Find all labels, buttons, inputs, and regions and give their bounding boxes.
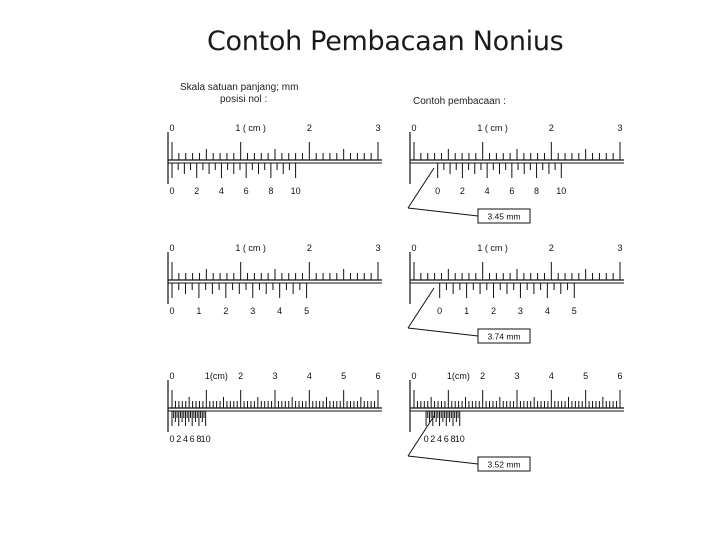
main-scale-label: 2 [548, 123, 554, 133]
vernier-label: 1 [196, 306, 202, 316]
main-scale-label: 1(cm) [446, 371, 470, 381]
main-scale-label: 0 [169, 371, 175, 381]
main-scale-label: 6 [617, 371, 623, 381]
vernier-label: 10 [556, 186, 567, 196]
main-scale-label: 3 [272, 371, 278, 381]
vernier-label: 8 [450, 434, 456, 444]
reading-leader [408, 208, 478, 216]
main-scale-label: 1(cm) [204, 371, 228, 381]
main-scale-label: 0 [169, 243, 175, 253]
vernier-label: 2 [176, 434, 182, 444]
vernier-label: 4 [484, 186, 490, 196]
reading-pointer [408, 168, 434, 208]
reading-pointer [408, 288, 434, 328]
vernier-label: 8 [268, 186, 274, 196]
unit-label: Skala satuan panjang; mm [180, 82, 299, 93]
vernier-label: 8 [534, 186, 540, 196]
vernier-label: 10 [290, 186, 301, 196]
main-scale-label: 3 [514, 371, 520, 381]
vernier-label: 4 [218, 186, 224, 196]
vernier-label: 4 [182, 434, 188, 444]
vernier-label: 0 [169, 306, 175, 316]
right-column-header: Contoh pembacaan : [413, 96, 506, 107]
vernier-label: 2 [491, 306, 497, 316]
vernier-label: 3 [517, 306, 523, 316]
vernier-label: 2 [223, 306, 229, 316]
vernier-label: 2 [459, 186, 465, 196]
main-scale-label: 6 [375, 371, 381, 381]
vernier-label: 0 [435, 186, 441, 196]
main-scale-label: 1 ( cm ) [477, 123, 508, 133]
main-scale-label: 4 [306, 371, 312, 381]
main-scale-label: 3 [617, 123, 623, 133]
reading-value: 3.52 mm [487, 459, 521, 470]
main-scale-label: 5 [341, 371, 347, 381]
page-title: Contoh Pembacaan Nonius [207, 26, 564, 57]
main-scale-label: 3 [375, 243, 381, 253]
vernier-label: 2 [194, 186, 200, 196]
vernier-label: 1 [464, 306, 470, 316]
zero-position-label: posisi nol : [220, 94, 268, 105]
vernier-label: 0 [169, 434, 175, 444]
main-scale-label: 2 [306, 123, 312, 133]
main-scale-label: 1 ( cm ) [235, 243, 266, 253]
vernier-label: 0 [169, 186, 175, 196]
main-scale-label: 5 [583, 371, 589, 381]
main-scale-label: 0 [411, 243, 417, 253]
main-scale-label: 0 [411, 371, 417, 381]
main-scale-label: 2 [306, 243, 312, 253]
reading-value: 3.74 mm [487, 331, 521, 342]
vernier-label: 10 [454, 434, 465, 444]
vernier-panel [408, 243, 624, 343]
vernier-panel [168, 243, 382, 316]
vernier-label: 0 [423, 434, 429, 444]
main-scale-label: 1 ( cm ) [477, 243, 508, 253]
main-scale-label: 2 [238, 371, 244, 381]
vernier-label: 5 [304, 306, 310, 316]
reading-value: 3.45 mm [487, 211, 521, 222]
vernier-label: 6 [443, 434, 449, 444]
vernier-label: 5 [571, 306, 577, 316]
main-scale-label: 3 [375, 123, 381, 133]
vernier-panel [408, 123, 624, 223]
main-scale-label: 2 [480, 371, 486, 381]
vernier-label: 4 [277, 306, 283, 316]
main-scale-label: 3 [617, 243, 623, 253]
vernier-panel [168, 371, 382, 444]
main-scale-label: 4 [548, 371, 554, 381]
main-scale-label: 0 [411, 123, 417, 133]
vernier-label: 4 [544, 306, 550, 316]
main-scale-label: 0 [169, 123, 175, 133]
reading-leader [408, 456, 478, 464]
vernier-label: 8 [196, 434, 202, 444]
vernier-label: 10 [200, 434, 211, 444]
main-scale-label: 1 ( cm ) [235, 123, 266, 133]
vernier-label: 6 [243, 186, 249, 196]
vernier-label: 6 [509, 186, 515, 196]
vernier-label: 6 [189, 434, 195, 444]
reading-leader [408, 328, 478, 336]
vernier-panel [408, 371, 624, 471]
vernier-panel [168, 123, 382, 196]
main-scale-label: 2 [548, 243, 554, 253]
vernier-label: 3 [250, 306, 256, 316]
vernier-label: 4 [437, 434, 443, 444]
vernier-label: 2 [430, 434, 436, 444]
vernier-label: 0 [437, 306, 443, 316]
